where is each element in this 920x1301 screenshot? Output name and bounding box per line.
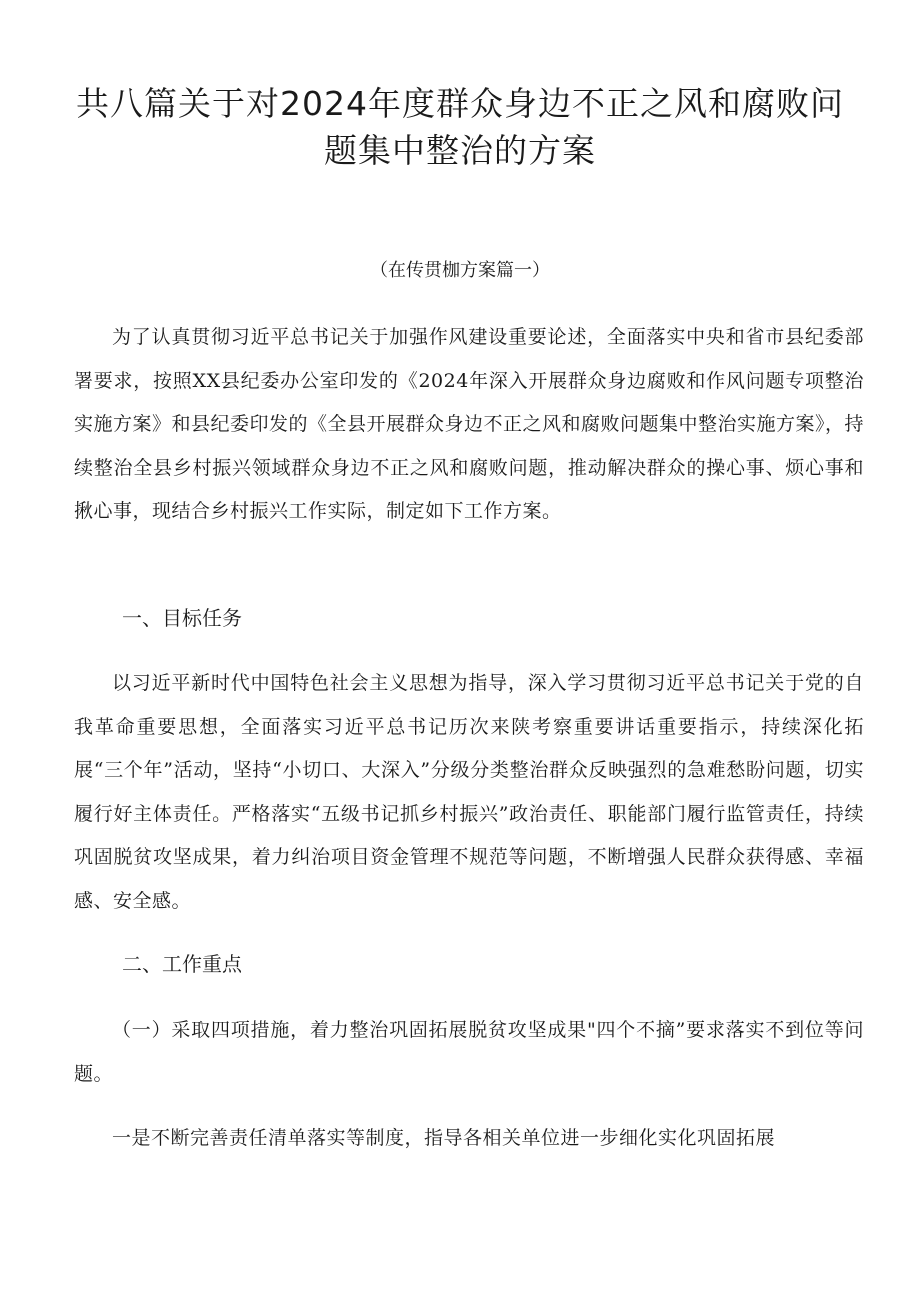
measure-one-paragraph: 一是不断完善责任清单落实等制度，指导各相关单位进一步细化实化巩固拓展 — [112, 1127, 776, 1149]
section-heading-focus: 二、工作重点 — [122, 952, 242, 976]
intro-paragraph: 为了认真贯彻习近平总书记关于加强作风建设重要论述，全面落实中央和省市县纪委部署要求，按照XX县纪委办公室印发的《2024年深入开展群众身边腐败和作风问题专项整治实施方案》和县纪委印发的《全县开展群众身边不正之风和腐败问题集中整治实施方案》，持续整治全县乡村振兴领域群众身边不正之风和腐败问题，推动解决群众的操心事、烦心事和揪心事，现结合乡村振兴工作实际，制定如下工作方案。 — [74, 326, 865, 522]
document-subtitle: （在传贯枷方案篇一） — [370, 260, 550, 281]
document-title: 共八篇关于对2024年度群众身边不正之风和腐败问题集中整治的方案 — [76, 84, 844, 170]
focus-subsection-paragraph: （一）采取四项措施，着力整治巩固拓展脱贫攻坚成果"四个不摘”要求落实不到位等问题。 — [74, 1019, 864, 1085]
section-heading-goals: 一、目标任务 — [122, 606, 242, 630]
goals-paragraph: 以习近平新时代中国特色社会主义思想为指导，深入学习贯彻习近平总书记关于党的自我革命重要思想，全面落实习近平总书记历次来陕考察重要讲话重要指示，持续深化拓展“三个年”活动，坚持“小切口、大深入”分级分类整治群众反映强烈的急难愁盼问题，切实履行好主体责任。严格落实“五级书记抓乡村振兴”政治责任、职能部门履行监管责任，持续巩固脱贫攻坚成果，着力纠治项目资金管理不规范等问题，不断增强人民群众获得感、幸福感、安全感。 — [74, 672, 864, 912]
